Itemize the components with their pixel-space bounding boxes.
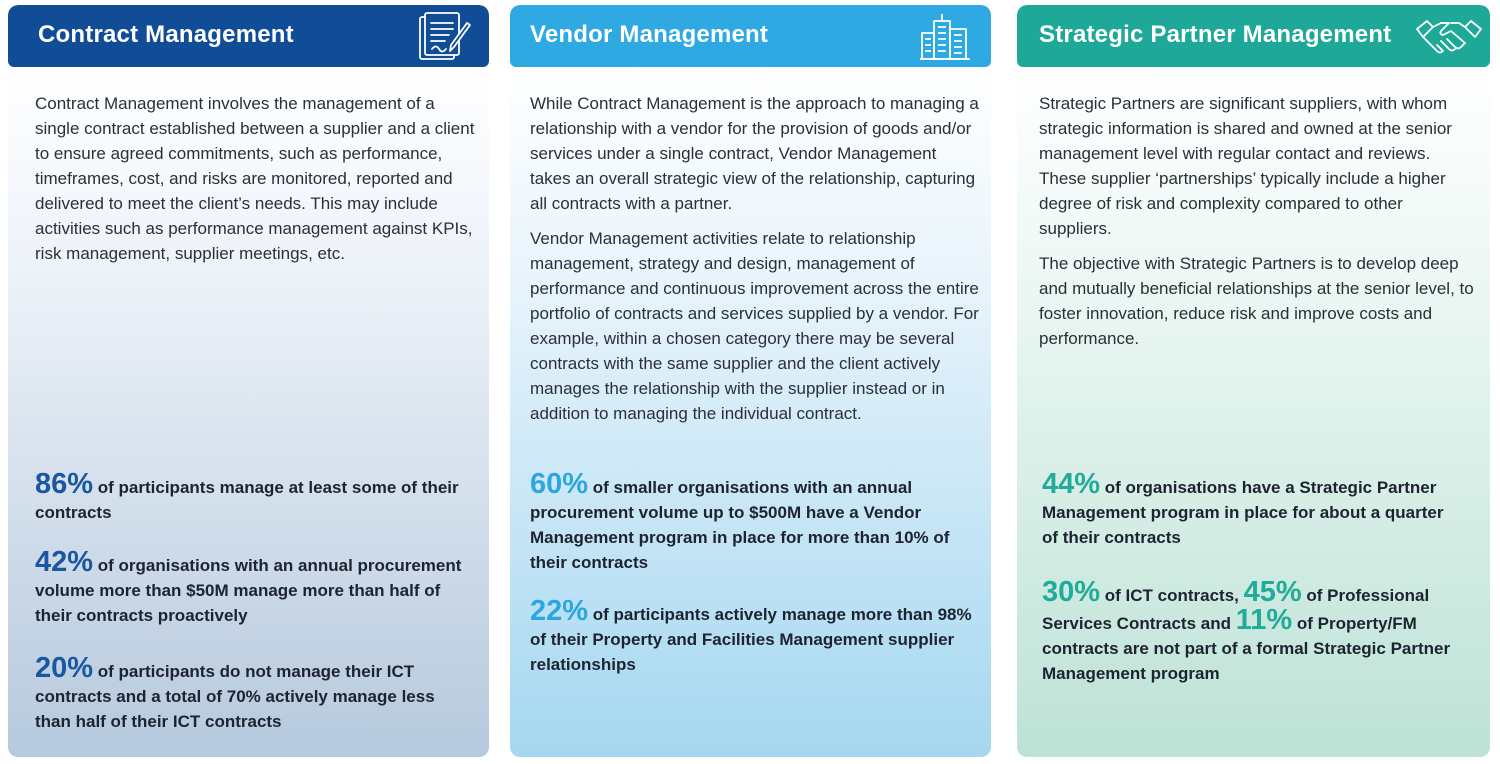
stat-text: of smaller organisations with an annual procurement volume up to $500M have a Vendor Management program in place for more than 10% of their contracts [530, 478, 950, 572]
stat-text: of participants do not manage their ICT contracts and a total of 70% actively manage less than half of their ICT contracts [35, 662, 435, 731]
panel-header [510, 5, 991, 67]
vendor-management-panel [510, 5, 991, 757]
stat-value: 22% [530, 595, 589, 627]
panel-header [1017, 5, 1490, 67]
panel-header [8, 5, 489, 67]
stat-value: 11% [1235, 604, 1293, 636]
description-paragraph: The objective with Strategic Partners is to develop deep and mutually beneficial relationships at the senior level, to foster innovation, reduce risk and improve costs and performance. [1039, 254, 1474, 348]
stat-value: 20% [35, 652, 94, 684]
stat-value: 42% [35, 546, 94, 578]
stat-item [530, 468, 980, 575]
stat-value: 44% [1042, 468, 1101, 500]
stat-text: of Professional Services Contracts and [1042, 586, 1430, 633]
panel-title: Contract Management [38, 21, 294, 48]
stat-text: of organisations have a Strategic Partner Management program in place for about a quarter of their contracts [1042, 478, 1444, 547]
strategic-partner-management-panel [1017, 5, 1490, 757]
stat-value: 45% [1243, 576, 1302, 608]
stat-value: 60% [530, 468, 589, 500]
description-paragraph: Contract Management involves the management of a single contract established between a supplier and a client to ensure agreed commitments, such as performance, timeframes, cost, and risks are monitored, reported and delivered to meet the client’s needs. This may include activities such as performance management against KPIs, risk management, supplier meetings, etc. [35, 94, 475, 263]
description-paragraph: While Contract Management is the approach to managing a relationship with a vendor for the provision of goods and/or services under a single contract, Vendor Management takes an overall strategic view of the relationship, capturing all contracts with a partner. [530, 94, 979, 213]
stat-text: of participants actively manage more than 98% of their Property and Facilities Management supplier relationships [530, 605, 972, 674]
panel-description [1039, 91, 1479, 361]
contract-document-icon [418, 11, 474, 63]
buildings-icon [918, 11, 972, 63]
panel-description [35, 91, 475, 276]
panel-title: Strategic Partner Management [1039, 21, 1392, 48]
stat-item [530, 595, 980, 677]
stat-text: of participants manage at least some of their contracts [35, 478, 459, 522]
description-paragraph: Strategic Partners are significant suppliers, with whom strategic information is shared and owned at the senior management level with regular contact and reviews. These supplier ‘partnerships’ typically include a higher degree of risk and complexity compared to other suppliers. [1039, 94, 1452, 238]
stat-value: 86% [35, 468, 94, 500]
panel-title: Vendor Management [530, 21, 769, 48]
stat-value: 30% [1042, 576, 1101, 608]
stat-item [35, 468, 475, 525]
stat-text: of ICT contracts, [1100, 586, 1244, 605]
stat-text: of organisations with an annual procurement volume more than $50M manage more than half of their contracts proactively [35, 556, 462, 625]
stat-text: of Property/FM contracts are not part of a formal Strategic Partner Management program [1042, 614, 1451, 683]
contract-management-panel [8, 5, 489, 757]
stat-item [35, 652, 475, 734]
stat-item [35, 546, 475, 628]
panel-description [530, 91, 980, 436]
stat-item [1042, 468, 1462, 550]
combined-stat-item [1042, 576, 1462, 686]
handshake-icon [1415, 11, 1483, 63]
description-paragraph: Vendor Management activities relate to relationship management, strategy and design, management of performance and continuous improvement across the entire portfolio of contracts and services supplied by a vendor. For example, within a chosen category there may be several contracts with the same supplier and the client actively manages the relationship with the supplier instead or in addition to managing the individual contract. [530, 229, 979, 423]
